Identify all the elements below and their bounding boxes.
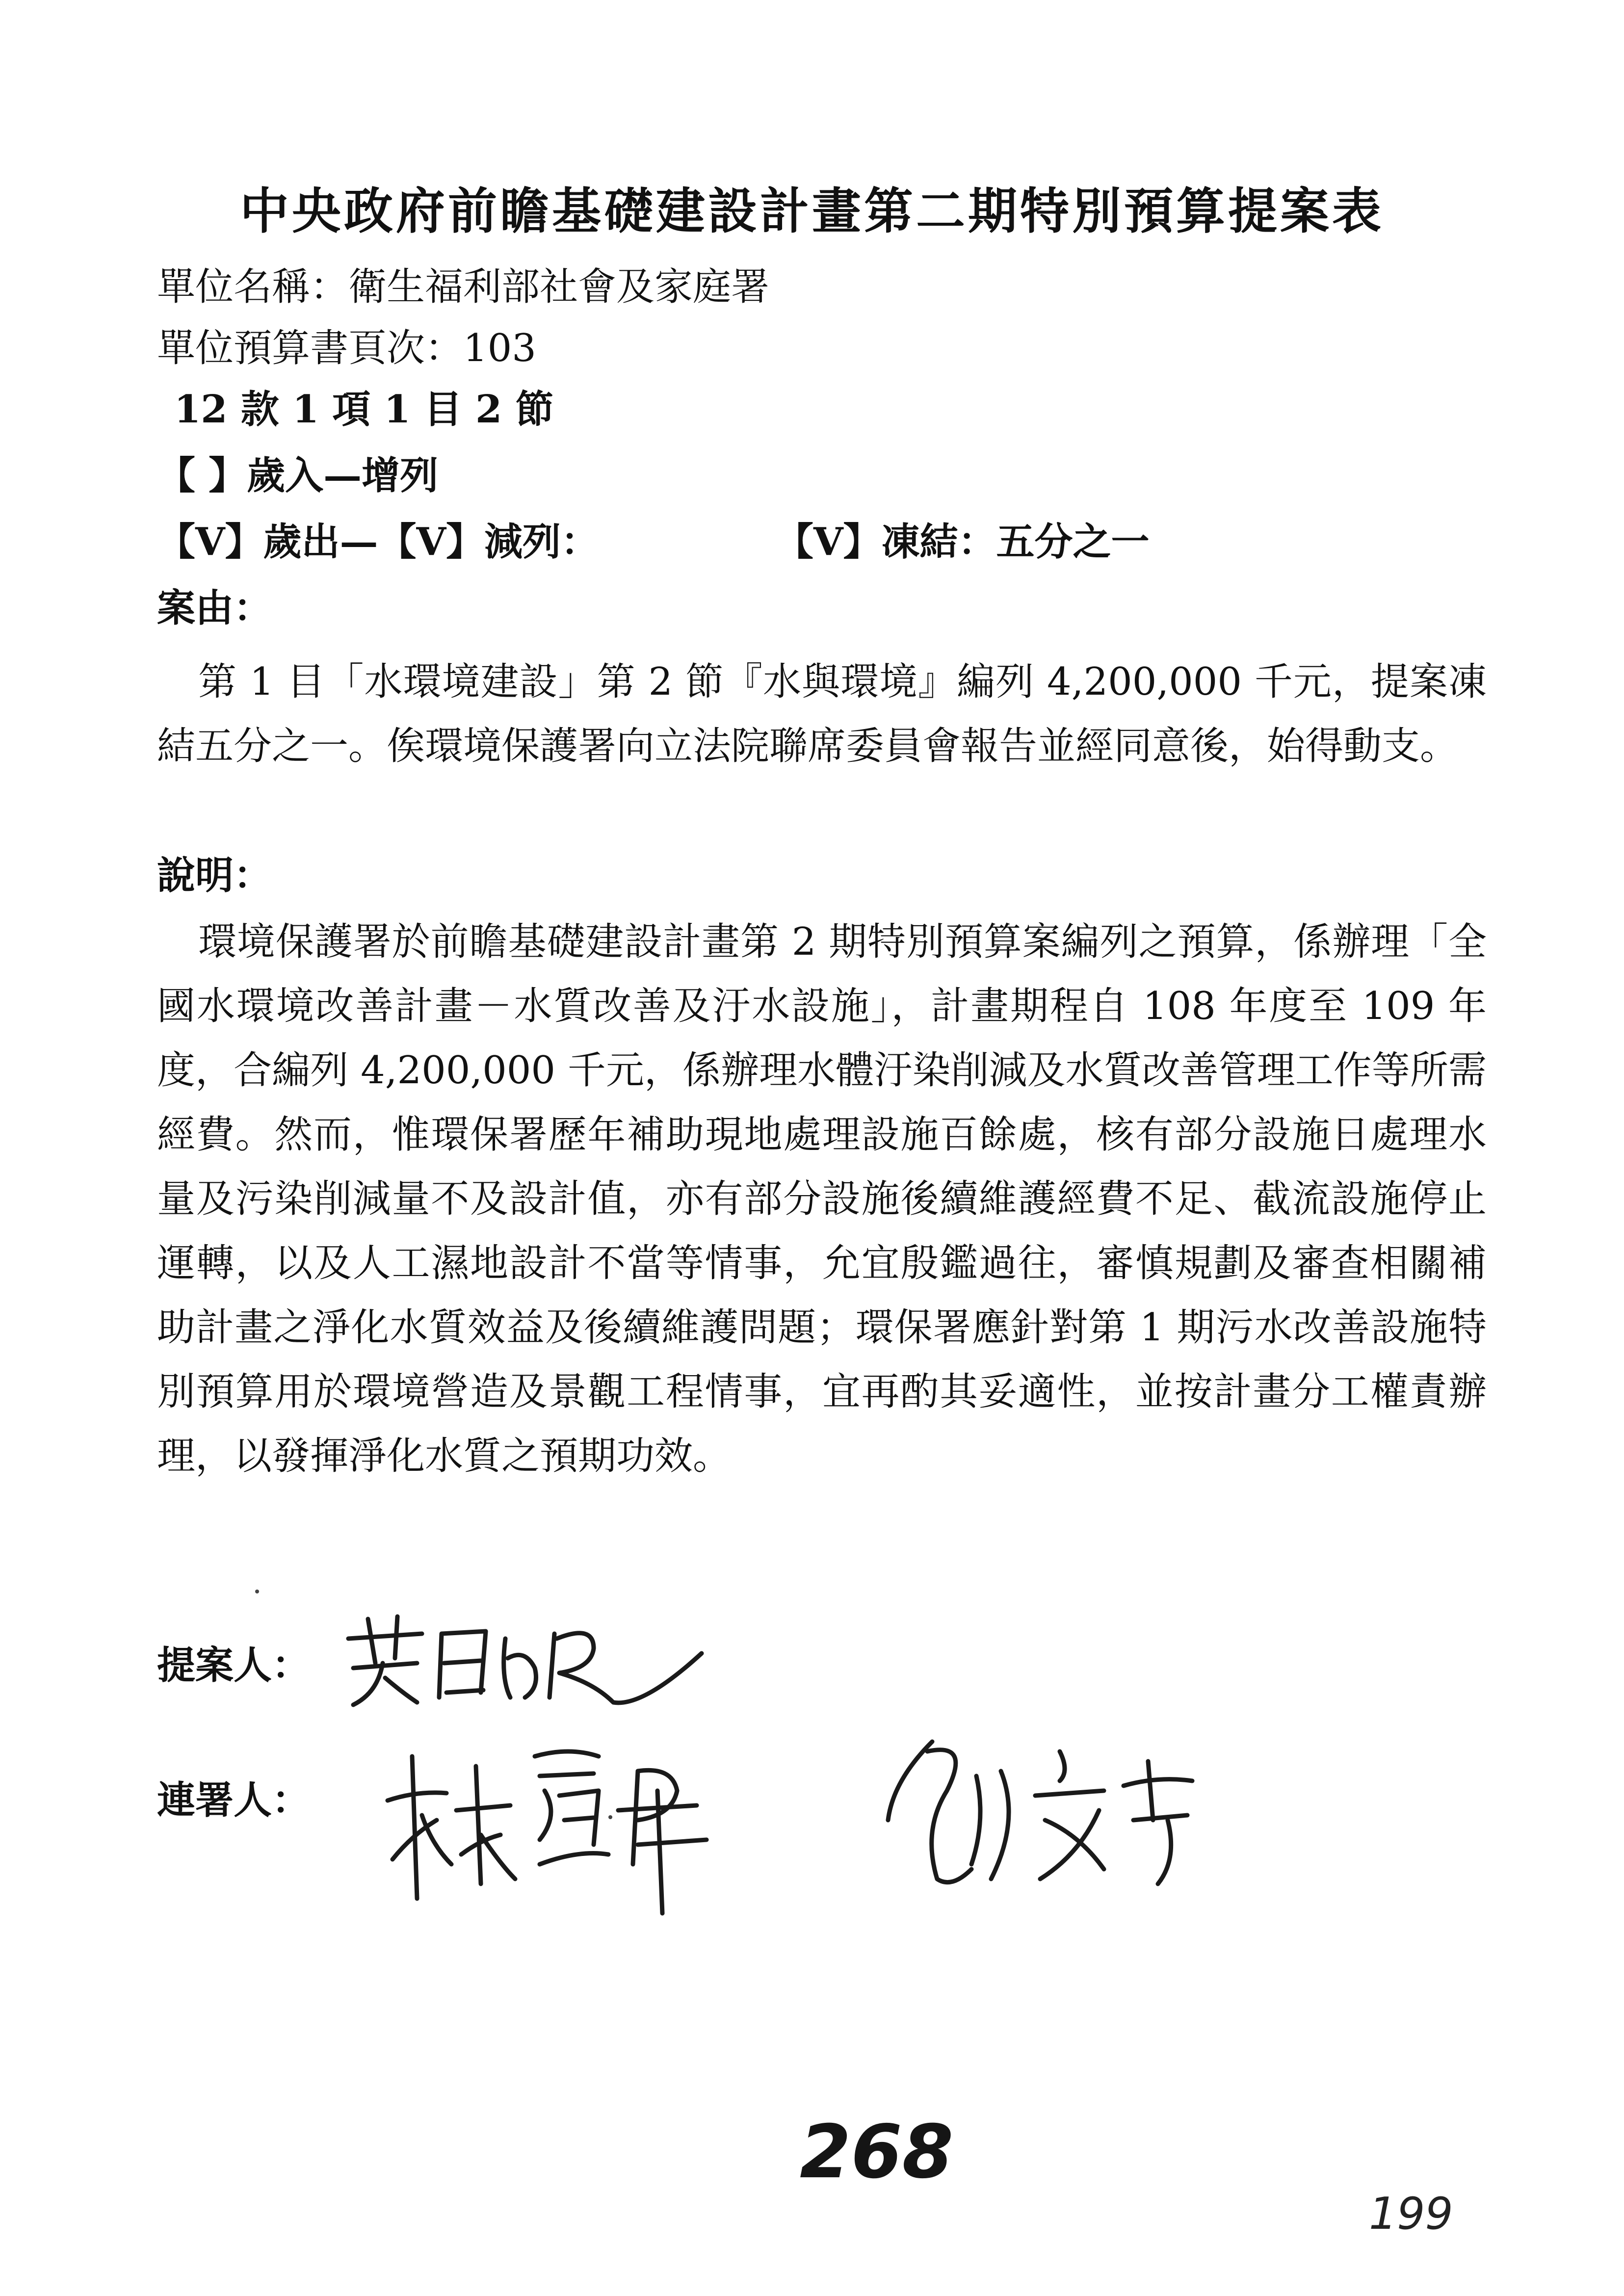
page-title: 中央政府前瞻基礎建設計畫第二期特別預算提案表: [240, 182, 1384, 240]
cosigner-label: 連署人：: [157, 1778, 311, 1823]
explanation-text: 環境保護署於前瞻基礎建設計畫第 2 期特別預算案編列之預算，係辦理「全國水環境改善計畫－水質改善及汙水設施」，計畫期程自 108 年度至 109 年度，合編列 4,200,000 千元，係辦理水體汙染削減及水質改善管理工作等所需經費。然而，惟環保署歷年補助現地處理設施百餘處，核有部分設施日處理水量及污染削減量不及設計值，亦有部分設施後續維護經費不足、截流設施停止運轉，以及人工濕地設計不當等情事，允宜殷鑑過往，審慎規劃及審查相關補助計畫之淨化水質效益及後續維護問題；環保署應針對第 1 期污水改善設施特別預算用於環境營造及景觀工程情事，宜再酌其妥適性，並按計畫分工權責辦理，以發揮淨化水質之預期功效。: [157, 920, 1487, 1478]
cosigner-signature-1: [383, 1737, 756, 1923]
proposer-signature: [339, 1604, 711, 1717]
stamped-page-number: 268: [800, 2110, 954, 2195]
scan-speck: [608, 1815, 612, 1819]
cosigner-signature-2: [873, 1722, 1246, 1899]
reason-paragraph: [157, 650, 1487, 779]
reason-heading: 案由：: [157, 586, 272, 630]
budget-page: 單位預算書頁次：103: [157, 326, 536, 370]
unit-name: 單位名稱：衛生福利部社會及家庭署: [157, 265, 770, 309]
proposer-label: 提案人：: [157, 1643, 311, 1688]
handwritten-page-number: 199: [1369, 2188, 1453, 2240]
explanation-paragraph: [157, 910, 1487, 1488]
scan-speck: [255, 1590, 259, 1593]
explanation-heading: 說明：: [157, 853, 272, 898]
reason-text: 第 1 目「水環境建設」第 2 節『水與環境』編列 4,200,000 千元，提案凍結五分之一。俟環境保護署向立法院聯席委員會報告並經同意後，始得動支。: [157, 660, 1487, 768]
expenditure-line: 【V】歲出—【V】減列：: [157, 520, 600, 564]
budget-section: 12 款 1 項 1 目 2 節: [174, 387, 554, 432]
freeze-line: 【V】凍結：五分之一: [775, 520, 1150, 564]
revenue-line: 【 】歲入—增列: [157, 453, 439, 498]
